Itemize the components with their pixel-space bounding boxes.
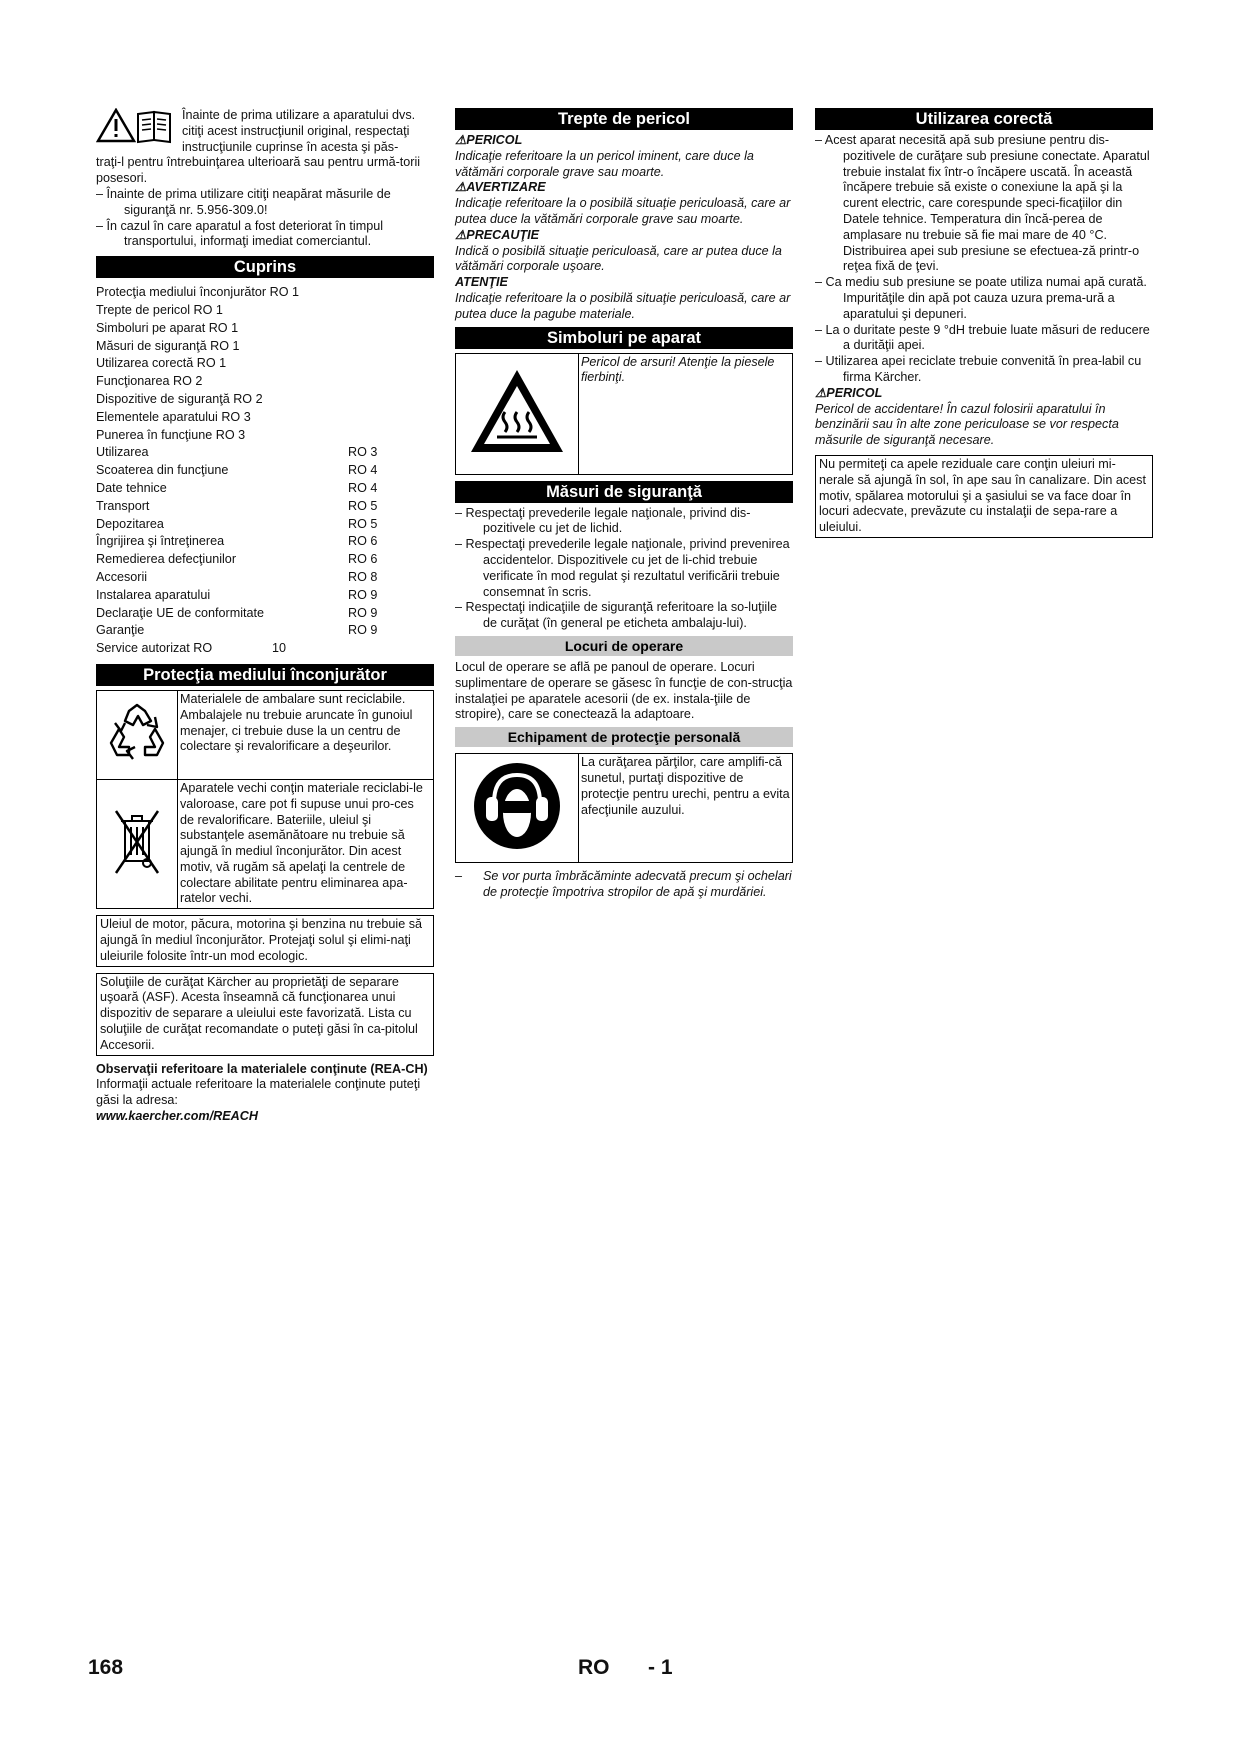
danger-level-label: ATENŢIE — [455, 275, 508, 290]
ppe-heading: Echipament de protecţie personală — [455, 727, 793, 747]
intro-icons — [96, 108, 176, 149]
toc-item[interactable]: Simboluri pe aparat RO 1 — [96, 320, 239, 335]
footer-language: RO — [578, 1656, 610, 1679]
operating-places-text: Locul de operare se află pe panoul de operare. Locuri suplimentare de operare se găsesc în funcţie de con-strucţia instalaţiei pe aparatele acesorii (de ex. instala-ţiile de stropire), care se conectează la adaptoare. — [455, 659, 793, 722]
usage-item: – Utilizarea apei reciclate trebuie convenită în prea-labil cu firma Kärcher. — [815, 354, 1142, 384]
env-row-text: Materialele de ambalare sunt reciclabile. Ambalajele nu trebuie aruncate în gunoiul menajer, ci trebuie duse la un centru de colectare şi revalorificare a deşeurilor. — [178, 690, 434, 779]
toc-item[interactable]: Accesorii RO 8 — [96, 569, 378, 584]
toc-item[interactable]: Transport RO 5 — [96, 498, 378, 513]
toc-item[interactable]: Service autorizat RO 10 — [96, 641, 287, 656]
toc-item[interactable]: Protecţia mediului înconjurător RO 1 — [96, 285, 299, 300]
toc-item[interactable]: Date tehnice RO 4 — [96, 480, 378, 495]
toc-item[interactable]: Măsuri de siguranţă RO 1 — [96, 338, 240, 353]
crossed-bin-icon — [97, 779, 178, 908]
env-symbol-table — [96, 690, 434, 909]
danger-level-text: Indică o posibilă situaţie periculoasă, care ar putea duce la vătămări corporale uşoare. — [455, 243, 782, 274]
toc-item[interactable]: Garanţie RO 9 — [96, 623, 378, 638]
symbols-text: Pericol de arsuri! Atenţie la piesele fierbinţi. — [579, 353, 793, 474]
danger-level-label: ⚠AVERTIZARE — [455, 180, 546, 195]
toc-item[interactable]: Elementele aparatului RO 3 — [96, 409, 251, 424]
column-right — [815, 108, 1153, 544]
danger-level-text: Indicaţie referitoare la o posibilă situaţie periculoasă, care ar putea duce la vătămări corporale grave sau moarte. — [455, 196, 791, 226]
hot-surface-warning-icon — [456, 353, 579, 474]
ear-eye-protection-icon — [456, 754, 579, 863]
usage-item: – Acest aparat necesită apă sub presiune pentru dis-pozitivele de curăţare sub presiune conectate. Aparatul trebuie instalat fix într-o încăpere uscată. În această încăpere trebuie să existe o conexiune la apă şi la curent electric, care corespunde speci-ficaţiilor din Datele tehnice. Temperatura din încă-perea de amplasare nu trebuie să fie mai mare de 40 °C. Distribuirea apei sub presiune se efectuea-ză printr-o reţea fixă de ţevi. — [815, 133, 1150, 274]
table-of-contents — [96, 284, 434, 658]
intro-item: – În cazul în care aparatul a fost deteriorat în timpul transportului, informaţi imediat comerciantul. — [96, 218, 384, 249]
intro-text: Înainte de prima utilizare a aparatului dvs. citiţi acest instrucţiunil original, respectaţi instrucţiunile cuprinse în acesta şi păs- — [182, 108, 416, 154]
ppe-table — [455, 753, 793, 863]
symbols-table — [455, 353, 793, 475]
safety-item: – Respectaţi prevederile legale naţionale, privind prevenirea accidentelor. Dispozitivele cu jet de li-chid trebuie verificate în mod regulat şi rezultatul verificării trebuie consemnat în scris. — [455, 537, 790, 599]
toc-item[interactable]: Instalarea aparatului RO 9 — [96, 587, 378, 602]
toc-item[interactable]: Punerea în funcţiune RO 3 — [96, 427, 246, 442]
manual-book-icon — [138, 112, 170, 142]
danger-level-label: ⚠PRECAUŢIE — [455, 227, 540, 242]
toc-item[interactable]: Depozitarea RO 5 — [96, 516, 378, 531]
danger-level-text: Indicaţie referitoare la o posibilă situaţie periculoasă, care ar putea duce la pagube materiale. — [455, 290, 791, 321]
toc-item[interactable]: Utilizarea corectă RO 1 — [96, 356, 227, 371]
recycle-icon — [97, 690, 178, 779]
toc-item[interactable]: Trepte de pericol RO 1 — [96, 302, 223, 317]
danger-level-text: Indicaţie referitoare la un pericol iminent, care duce la vătămări corporale grave sau moarte. — [455, 148, 754, 179]
operating-places-heading: Locuri de operare — [455, 636, 793, 656]
env-row-text: Aparatele vechi conţin materiale reciclabi-le valoroase, care pot fi supuse unui pro-ces de revalorificare. Bateriile, uleiul şi substanţele asemănătoare nu trebuie să ajungă în mediul înconjurător. Din acest motiv, vă rugăm să apelaţi la centrele de colectare abilitate pentru eliminarea apa-ratelor vechi. — [178, 779, 434, 908]
env-asf-notice: Soluţiile de curăţat Kärcher au proprietăţi de separare uşoară (ASF). Acesta înseamnă că funcţionarea unui dispozitiv de separare a uleiului este favorizată. Lista cu soluţiile de curăţat recomandate o puteţi găsi în ca-pitolul Accesorii. — [96, 973, 434, 1056]
toc-heading: Cuprins — [96, 256, 434, 278]
danger-heading: Trepte de pericol — [455, 108, 793, 130]
toc-item[interactable]: Funcţionarea RO 2 — [96, 374, 203, 389]
toc-item[interactable]: Dispozitive de siguranţă RO 2 — [96, 391, 263, 406]
toc-item[interactable]: Îngrijirea şi întreţinerea RO 6 — [96, 534, 378, 549]
safety-item: – Respectaţi indicaţiile de siguranţă referitoare la so-luţiile de curăţat (în general pe eticheta ambalaju-lui). — [455, 600, 778, 631]
ppe-note-text: Se vor purta îmbrăcăminte adecvată precum şi ochelari de protecţie împotriva stropilor de apă şi murdăriei. — [483, 869, 792, 899]
ppe-text: La curăţarea părţilor, care amplifi-că sunetul, purtaţi dispozitive de protecţie pentru urechi, pentru a evita afecţiunile auzului. — [579, 754, 793, 863]
reach-title: Observaţii referitoare la materialele conţinute (REA-CH) — [96, 1061, 428, 1076]
usage-item: – Ca mediu sub presiune se poate utiliza numai apă curată. Impurităţile din apă pot cauza uzura prema-ură a aparatului şi depuneri. — [815, 275, 1147, 321]
ppe-note — [455, 869, 793, 901]
toc-item[interactable]: Declaraţie UE de conformitate RO 9 — [96, 605, 378, 620]
usage-item: – La o duritate peste 9 °dH trebuie luate măsuri de reducere a durităţii apei. — [815, 322, 1150, 353]
env-oil-notice: Uleiul de motor, păcura, motorina şi benzina nu trebuie să ajungă în mediul înconjurător. Protejaţi solul şi elimi-naţi uleiurile folosite într-un mod ecologic. — [96, 915, 434, 966]
footer-section-page: - 1 — [648, 1656, 673, 1679]
reach-text: Informaţii actuale referitoare la materialele conţinute puteţi găsi la adresa: — [96, 1077, 421, 1108]
intro — [96, 108, 434, 155]
warning-triangle-icon — [98, 110, 134, 141]
env-heading: Protecţia mediului înconjurător — [96, 664, 434, 686]
toc-item[interactable]: Scoaterea din funcţiune RO 4 — [96, 463, 378, 478]
intro-item: – Înainte de prima utilizare citiţi neapărat măsurile de siguranţă nr. 5.956-309.0! — [96, 186, 391, 217]
danger-level-label: ⚠PERICOL — [455, 133, 523, 147]
symbols-heading: Simboluri pe aparat — [455, 327, 793, 349]
usage-oil-notice: Nu permiteţi ca apele reziduale care conţin uleiuri mi-nerale să ajungă în sol, în ape sau în canalizare. Din acest motiv, spălarea motorului şi a şasiului se va face doar în locuri adecvate, prevăzute cu instalaţii de sepa-rare a uleiului. — [815, 455, 1153, 538]
column-middle — [455, 108, 793, 901]
safety-heading: Măsuri de siguranţă — [455, 481, 793, 503]
ppe-note-dash: – — [455, 869, 463, 884]
toc-item[interactable]: Utilizarea RO 3 — [96, 445, 378, 460]
reach-link[interactable]: www.kaercher.com/REACH — [96, 1109, 258, 1124]
intro-text-cont: traţi-l pentru întrebuinţarea ulterioară sau pentru urmă-torii posesori. — [96, 155, 421, 186]
safety-item: – Respectaţi prevederile legale naţionale, privind dis-pozitivele cu jet de lichid. — [455, 505, 751, 536]
toc-item[interactable]: Remedierea defecţiunilor RO 6 — [96, 552, 378, 567]
usage-danger-label: ⚠PERICOL — [815, 385, 883, 400]
usage-danger-text: Pericol de accidentare! În cazul folosirii aparatului în benzinării sau în alte zone periculoase se vor respecta măsurile de siguranţă necesare. — [815, 401, 1119, 448]
column-left — [96, 108, 434, 1125]
usage-heading: Utilizarea corectă — [815, 108, 1153, 130]
page-number: 168 — [88, 1656, 124, 1679]
